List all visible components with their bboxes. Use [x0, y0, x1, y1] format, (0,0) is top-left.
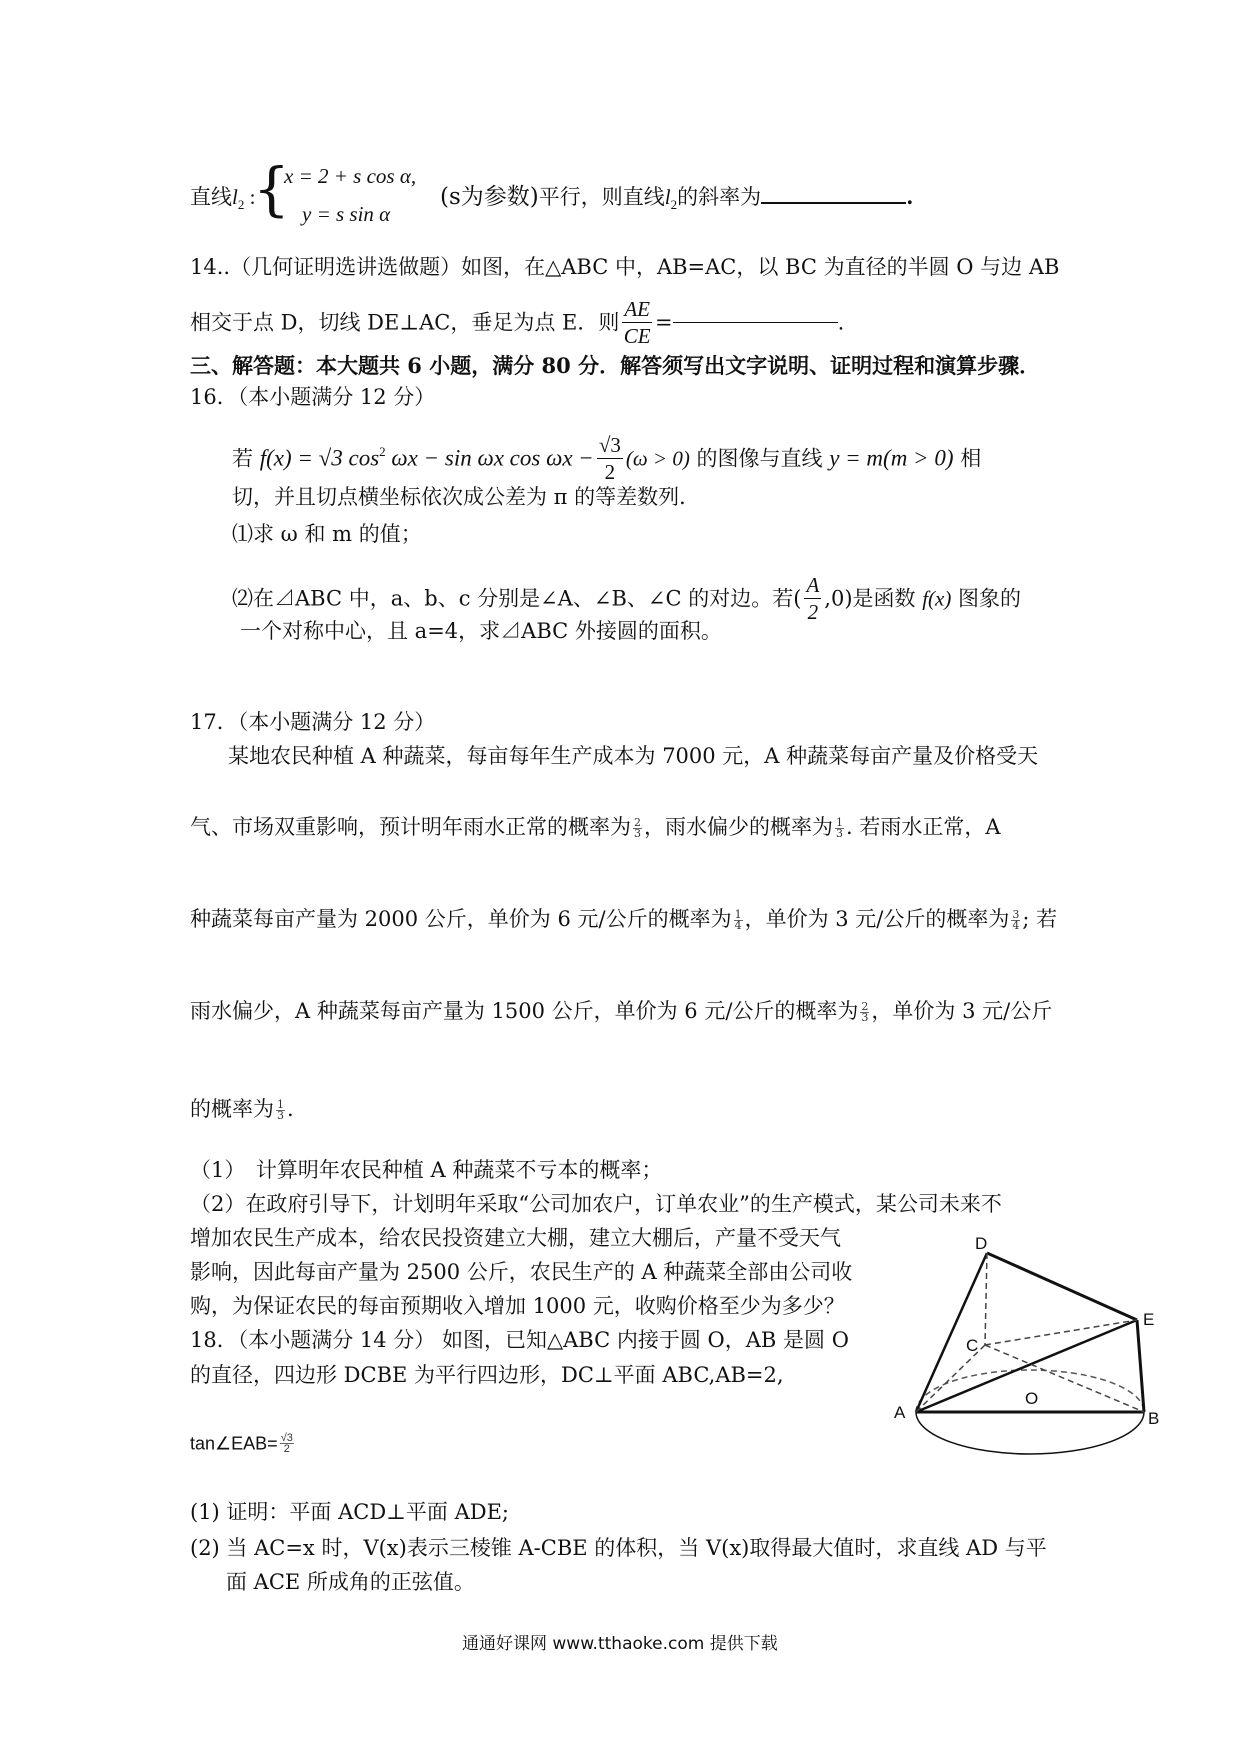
- q17-part2-line1: （2）在政府引导下，计划明年采取“公司加农户，订单农业”的生产模式，某公司未来不: [190, 1192, 1002, 1216]
- q17-part2-line3: 影响，因此每亩产量为 2500 公斤，农民生产的 A 种蔬菜全部由公司收: [190, 1260, 853, 1284]
- l2b-subscript: 2: [670, 197, 678, 213]
- q13-colon: :: [244, 185, 256, 209]
- q17-line2-a: 气、市场双重影响，预计明年雨水正常的概率为: [190, 815, 631, 839]
- q17-line5-a: 的概率为: [190, 1097, 274, 1121]
- q13-eq2: y = s sin α: [302, 202, 391, 226]
- q17-head: 17．（本小题满分 12 分）: [190, 710, 436, 734]
- q13-eq1: x = 2 + s cos α,: [284, 164, 417, 188]
- q16-part1: ⑴求 ω 和 m 的值；: [232, 522, 422, 546]
- fraction-denominator: 3: [634, 827, 641, 840]
- q14-line2: [190, 296, 844, 349]
- q17-line4-a: 雨水偏少，A 种蔬菜每亩产量为 1500 公斤，单价为 6 元/公斤的概率为: [190, 999, 859, 1023]
- fraction-denominator: 4: [1012, 919, 1020, 932]
- label-c: C: [966, 1336, 979, 1355]
- q17-part1: （1） 计算明年农民种植 A 种蔬菜不亏本的概率；: [190, 1158, 663, 1182]
- small-fraction: [835, 818, 844, 839]
- q17-line2-b: ，雨水偏少的概率为: [644, 815, 833, 839]
- l2-subscript: 2: [237, 197, 245, 213]
- q16-line2: 切，并且切点横坐标依次成公差为 π 的等差数列．: [232, 485, 701, 509]
- label-e: E: [1143, 1310, 1155, 1329]
- omega-condition: (ω > 0): [625, 446, 690, 471]
- q17-part2-line4: 购，为保证农民的每亩预期收入增加 1000 元，收购价格至少为多少？: [190, 1294, 845, 1318]
- sqrt3-over-2: [597, 432, 623, 485]
- q14-line1: 14..（几何证明选讲选做题）如图，在△ABC 中，AB=AC，以 BC 为直径的半圆 O 与边 AB: [190, 255, 1060, 279]
- q13-tail: 的斜率为: [677, 185, 762, 209]
- answer-blank-13[interactable]: [761, 202, 906, 204]
- fx-symbol: f(x): [922, 586, 952, 611]
- q18-part2-line1: (2) 当 AC=x 时，V(x)表示三棱锥 A-CBE 的体积，当 V(x)取得最大值时，求直线 AD 与平: [190, 1536, 1047, 1560]
- fraction-numerator: 2: [634, 816, 641, 829]
- small-fraction: [276, 1100, 285, 1121]
- q14-line2-text: 相交于点 D，切线 DE⊥AC，垂足为点 E．则: [190, 310, 620, 335]
- q13-suffix: 平行，则直线: [538, 185, 665, 209]
- q17-line3: [190, 905, 1057, 933]
- label-d: D: [975, 1235, 988, 1253]
- q14-end: .: [837, 310, 845, 335]
- a-over-2: [804, 572, 821, 625]
- fraction-denominator: 4: [734, 919, 742, 932]
- fraction-denominator: 2: [807, 600, 819, 624]
- fraction-numerator: √3: [598, 433, 621, 457]
- page-footer: 通通好课网 www.tthaoke.com 提供下载: [462, 1634, 778, 1654]
- q16-part2-line2: 一个对称中心，且 a=4，求⊿ABC 外接圆的面积。: [240, 619, 722, 643]
- q17-line2: [190, 813, 1001, 841]
- q14-eq: =: [655, 310, 673, 335]
- l2-symbol: l: [232, 185, 238, 209]
- q16-part2-post: 图象的: [958, 586, 1022, 611]
- fraction-numerator: AE: [624, 297, 650, 321]
- fraction-denominator: 2: [604, 460, 616, 484]
- geometry-figure: [880, 1235, 1170, 1485]
- q18-part2-line2: 面 ACE 所成角的正弦值。: [226, 1570, 475, 1594]
- q16-xiang: 相: [960, 446, 982, 471]
- q18-line1: 18．（本小题满分 14 分） 如图，已知△ABC 内接于圆 O，AB 是圆 O: [190, 1328, 849, 1352]
- small-fraction: [1011, 910, 1020, 931]
- q13-rest: [440, 183, 913, 219]
- q17-part2-line2: 增加农民生产成本，给农民投资建立大棚，建立大棚后，产量不受天气: [190, 1226, 841, 1250]
- q16-head: 16．（本小题满分 12 分）: [190, 385, 436, 409]
- q16-part2-pre: ⑵在⊿ABC 中，a、b、c 分别是∠A、∠B、∠C 的对边。若(: [232, 586, 802, 611]
- fx-middle: ωx − sin ωx cos ωx −: [385, 445, 594, 471]
- fraction-denominator: 3: [277, 1109, 284, 1122]
- fraction-denominator: 2: [283, 1442, 290, 1455]
- q13-line: [190, 183, 255, 219]
- fraction-numerator: 1: [836, 816, 843, 829]
- q17-line4: [190, 997, 1052, 1025]
- q16-line1: [232, 432, 981, 485]
- q17-line3-c: ; 若: [1022, 907, 1058, 931]
- tan-label: tan∠EAB=: [190, 1433, 278, 1454]
- q18-line2: 的直径，四边形 DCBE 为平行四边形，DC⊥平面 ABC,AB=2,: [190, 1363, 784, 1387]
- ae-ce-fraction: [622, 296, 652, 349]
- fraction-numerator: 1: [734, 908, 742, 921]
- q18-tan: [190, 1428, 296, 1457]
- q17-line4-b: ，单价为 3 元/公斤: [871, 999, 1053, 1023]
- square-exponent: 2: [379, 444, 386, 459]
- small-fraction: [734, 910, 743, 931]
- section-three-heading: 三、解答题：本大题共 6 小题，满分 80 分．解答须写出文字说明、证明过程和演算步骤．: [190, 353, 1041, 378]
- q16-if: 若: [232, 446, 253, 471]
- fraction-denominator: 3: [836, 827, 843, 840]
- fraction-denominator: CE: [623, 324, 651, 348]
- q17-line2-c: . 若雨水正常，A: [846, 815, 1001, 839]
- q17-line3-a: 种蔬菜每亩产量为 2000 公斤，单价为 6 元/公斤的概率为: [190, 907, 732, 931]
- q18-part1: (1) 证明：平面 ACD⊥平面 ADE;: [190, 1500, 509, 1524]
- system-brace: {: [253, 155, 290, 223]
- small-fraction: [280, 1433, 294, 1454]
- fraction-numerator: 1: [277, 1098, 284, 1111]
- label-a: A: [894, 1403, 906, 1422]
- fraction-numerator: A: [806, 573, 820, 597]
- q17-line1: 某地农民种植 A 种蔬菜，每亩每年生产成本为 7000 元，A 种蔬菜每亩产量及价格受天: [228, 744, 1039, 768]
- small-fraction: [633, 818, 642, 839]
- label-o: O: [1025, 1389, 1039, 1408]
- fraction-numerator: √3: [280, 1431, 293, 1444]
- fx-expression: f(x) = √3 cos: [259, 445, 380, 471]
- q16-part2-mid: ,0)是函数: [824, 586, 916, 611]
- small-fraction: [860, 1002, 869, 1023]
- fraction-denominator: 3: [861, 1011, 869, 1024]
- fraction-numerator: 2: [861, 1000, 869, 1013]
- fraction-numerator: 3: [1012, 908, 1020, 921]
- l2b-symbol: l: [664, 185, 671, 209]
- q16-line1-post: 的图像与直线: [696, 446, 823, 471]
- q13-param: (s为参数): [440, 184, 539, 210]
- q13-prefix: 直线: [190, 185, 232, 209]
- q17-line3-b: ，单价为 3 元/公斤的概率为: [744, 907, 1010, 931]
- q17-line5-b: .: [287, 1097, 294, 1121]
- answer-blank-14[interactable]: [673, 322, 838, 323]
- label-b: B: [1148, 1409, 1160, 1428]
- q13-end: .: [906, 184, 914, 209]
- q17-line5: [190, 1095, 294, 1123]
- y-equals-m: y = m(m > 0): [829, 445, 954, 471]
